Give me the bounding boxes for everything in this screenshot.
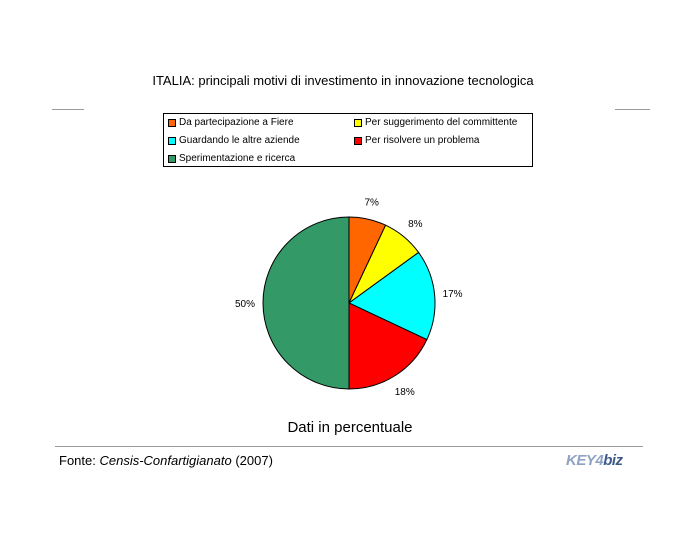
logo-part1: KEY4: [566, 452, 604, 469]
legend-label: Per risolvere un problema: [365, 135, 480, 146]
key4biz-logo: [566, 452, 623, 469]
legend-label: Guardando le altre aziende: [179, 135, 300, 146]
source-name: Censis-Confartigianato: [99, 453, 232, 468]
legend-label: Per suggerimento del committente: [365, 117, 518, 128]
slice-label: 17%: [442, 289, 463, 301]
slice-label: 18%: [394, 386, 415, 398]
chart-title: ITALIA: principali motivi di investimento in innovazione tecnologica: [152, 73, 534, 88]
footer-divider: [55, 446, 643, 447]
chart-subtitle: Dati in percentuale: [287, 419, 413, 436]
source-year: (2007): [231, 453, 273, 468]
slice-label: 7%: [364, 197, 379, 209]
source-prefix: Fonte:: [59, 453, 100, 468]
slice-label: 8%: [408, 218, 423, 230]
legend-label: Da partecipazione a Fiere: [179, 117, 294, 128]
slice-label: 50%: [234, 299, 256, 310]
logo-part2: biz: [603, 452, 623, 469]
source-note: [59, 453, 273, 468]
legend-label: Sperimentazione e ricerca: [179, 153, 296, 164]
pie-slice: [263, 217, 349, 389]
